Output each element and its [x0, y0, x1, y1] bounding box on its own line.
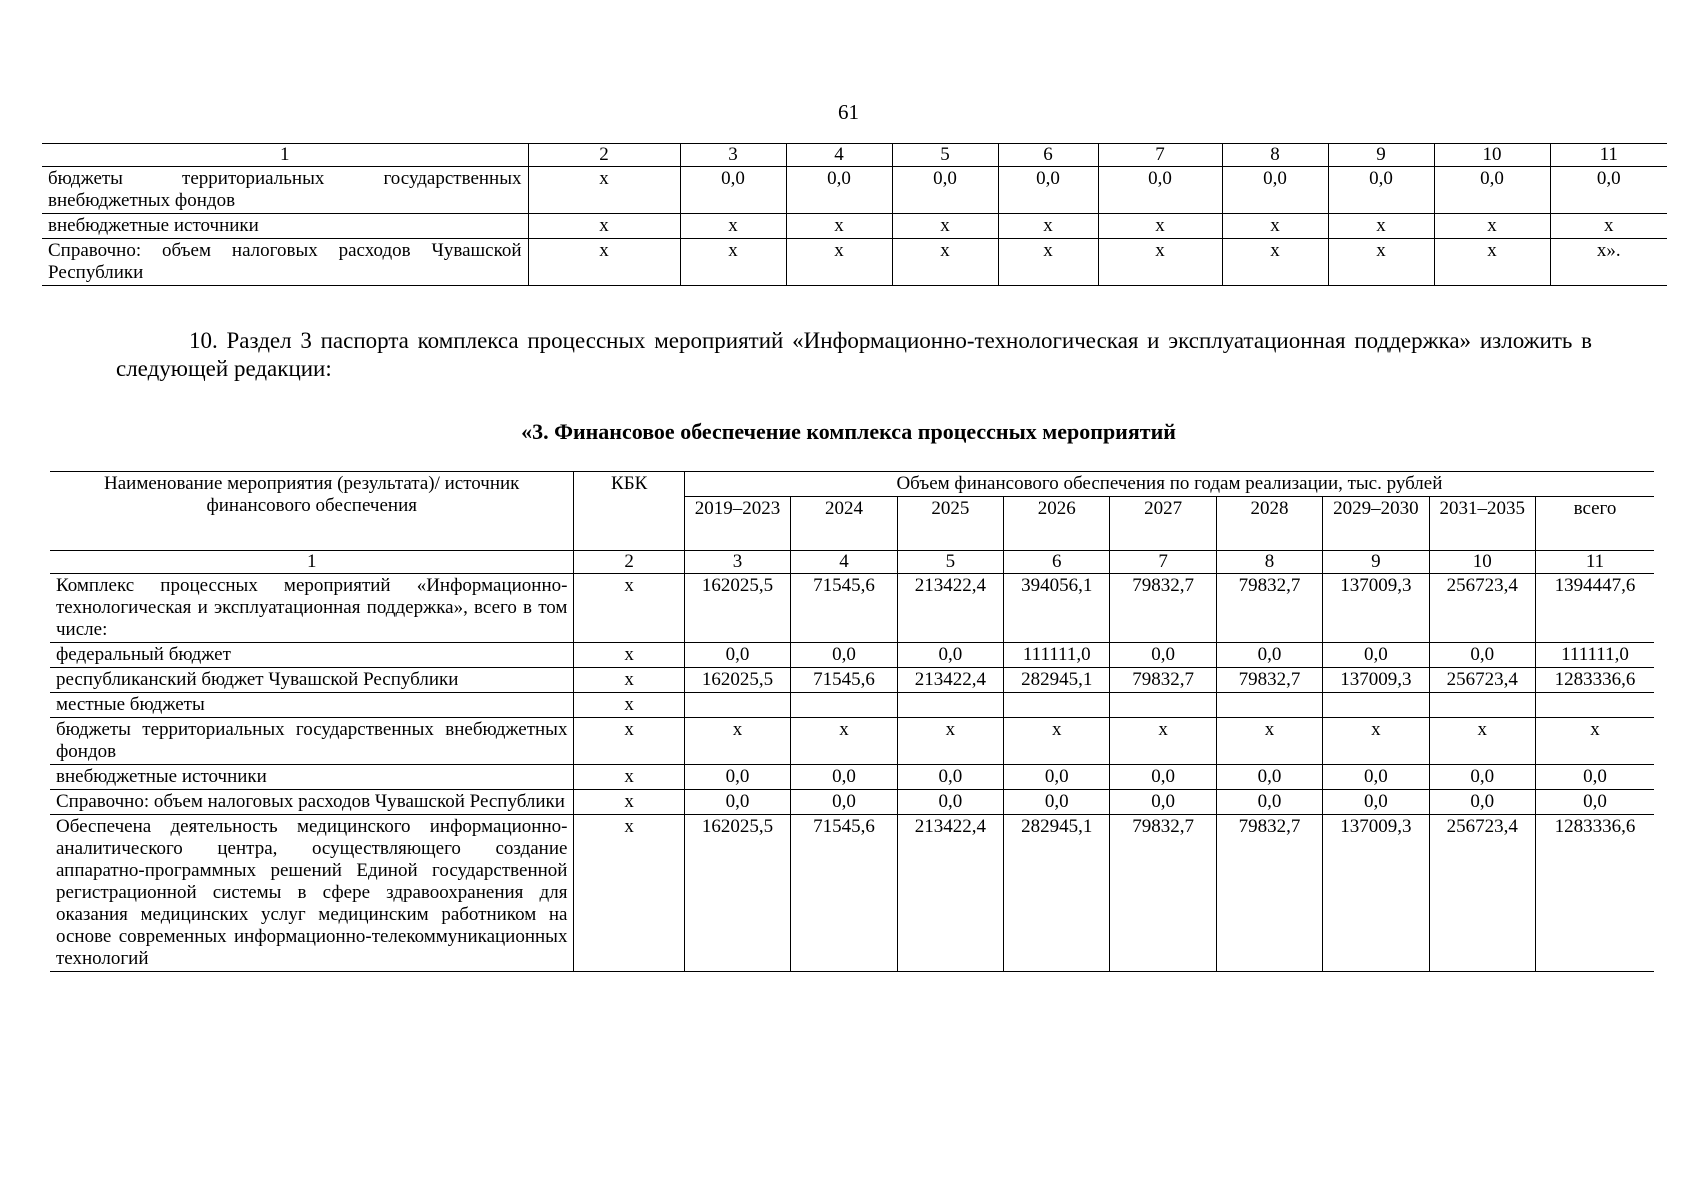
header-name: Наименование мероприятия (результата)/ источник финансового обеспечения [50, 472, 574, 551]
cell: 0,0 [1110, 765, 1216, 790]
continuation-table [42, 143, 1667, 286]
cell: x [786, 214, 892, 239]
cell: 0,0 [1323, 765, 1429, 790]
col-number: 1 [42, 144, 528, 167]
cell: x [998, 214, 1098, 239]
col-number: 8 [1222, 144, 1328, 167]
table-row [42, 214, 1667, 239]
cell: x [528, 214, 680, 239]
row-name: Справочно: объем налоговых расходов Чувашской Республики [50, 790, 574, 815]
cell: 0,0 [1434, 167, 1550, 214]
table-row [50, 693, 1654, 718]
cell: x [892, 239, 998, 286]
cell: 0,0 [680, 167, 786, 214]
page-number: 61 [838, 100, 859, 124]
col-number: 2 [574, 551, 684, 574]
table-row [50, 815, 1654, 972]
cell: 213422,4 [897, 574, 1003, 643]
cell: 0,0 [791, 765, 897, 790]
col-number: 7 [1098, 144, 1222, 167]
cell: 1394447,6 [1535, 574, 1654, 643]
col-number: 2 [528, 144, 680, 167]
cell: x [1535, 718, 1654, 765]
year-header: 2019–2023 [684, 497, 790, 551]
cell: x [680, 239, 786, 286]
cell: x [1222, 239, 1328, 286]
row-name: федеральный бюджет [50, 643, 574, 668]
cell [1429, 693, 1535, 718]
cell: 0,0 [1328, 167, 1434, 214]
cell: 162025,5 [684, 668, 790, 693]
row-name: Комплекс процессных мероприятий «Информационно-технологическая и эксплуатационная поддержка», всего в том числе: [50, 574, 574, 643]
year-header: 2029–2030 [1323, 497, 1429, 551]
row-name: Справочно: объем налоговых расходов Чувашской Республики [42, 239, 528, 286]
table-row [42, 239, 1667, 286]
col-number: 11 [1550, 144, 1667, 167]
cell: x [1323, 718, 1429, 765]
cell: x [1328, 214, 1434, 239]
col-number: 3 [684, 551, 790, 574]
col-number: 1 [50, 551, 574, 574]
cell: 282945,1 [1004, 668, 1110, 693]
header-row [50, 472, 1654, 497]
cell: x [1004, 718, 1110, 765]
col-number: 9 [1328, 144, 1434, 167]
year-header: 2025 [897, 497, 1003, 551]
year-header: 2027 [1110, 497, 1216, 551]
cell [1216, 693, 1322, 718]
cell: 0,0 [1535, 790, 1654, 815]
cell: x [1216, 718, 1322, 765]
cell: 256723,4 [1429, 574, 1535, 643]
cell: 0,0 [1110, 643, 1216, 668]
cell: x [528, 167, 680, 214]
cell [684, 693, 790, 718]
row-name: бюджеты территориальных государственных внебюджетных фондов [42, 167, 528, 214]
column-number-row [50, 551, 1654, 574]
cell: 71545,6 [791, 574, 897, 643]
col-number: 10 [1429, 551, 1535, 574]
year-header: 2024 [791, 497, 897, 551]
year-header: 2026 [1004, 497, 1110, 551]
row-name: внебюджетные источники [50, 765, 574, 790]
cell: 79832,7 [1110, 815, 1216, 972]
cell: 0,0 [897, 790, 1003, 815]
cell: x [574, 815, 684, 972]
cell: 1283336,6 [1535, 668, 1654, 693]
cell: 282945,1 [1004, 815, 1110, 972]
cell: 71545,6 [791, 815, 897, 972]
cell: 0,0 [1216, 643, 1322, 668]
cell [1535, 693, 1654, 718]
financing-table [50, 471, 1654, 972]
col-number: 5 [892, 144, 998, 167]
cell: 256723,4 [1429, 668, 1535, 693]
cell: 0,0 [1004, 790, 1110, 815]
cell: x [786, 239, 892, 286]
cell: x [1222, 214, 1328, 239]
header-volume: Объем финансового обеспечения по годам реализации, тыс. рублей [684, 472, 1654, 497]
cell: 0,0 [1429, 790, 1535, 815]
cell: 0,0 [791, 790, 897, 815]
col-number: 3 [680, 144, 786, 167]
table-row [42, 167, 1667, 214]
cell: 256723,4 [1429, 815, 1535, 972]
cell: 0,0 [1110, 790, 1216, 815]
cell: x [574, 668, 684, 693]
cell: 0,0 [786, 167, 892, 214]
cell: x [574, 718, 684, 765]
table-row [50, 668, 1654, 693]
cell: 79832,7 [1216, 574, 1322, 643]
year-header: 2028 [1216, 497, 1322, 551]
cell: 79832,7 [1216, 815, 1322, 972]
cell: x [1328, 239, 1434, 286]
cell: 79832,7 [1216, 668, 1322, 693]
cell [897, 693, 1003, 718]
table-row [50, 790, 1654, 815]
cell: 111111,0 [1004, 643, 1110, 668]
cell: 0,0 [1004, 765, 1110, 790]
cell: x [897, 718, 1003, 765]
table-row [50, 765, 1654, 790]
col-number: 6 [998, 144, 1098, 167]
cell [1110, 693, 1216, 718]
cell: x [1429, 718, 1535, 765]
column-number-row [42, 144, 1667, 167]
cell [1323, 693, 1429, 718]
cell: 0,0 [1323, 643, 1429, 668]
cell: 394056,1 [1004, 574, 1110, 643]
cell: 0,0 [1098, 167, 1222, 214]
cell: x [1098, 239, 1222, 286]
cell: 0,0 [684, 790, 790, 815]
cell: x [684, 718, 790, 765]
cell: 79832,7 [1110, 574, 1216, 643]
cell: x [528, 239, 680, 286]
cell: 162025,5 [684, 815, 790, 972]
row-name: бюджеты территориальных государственных внебюджетных фондов [50, 718, 574, 765]
cell: 0,0 [1535, 765, 1654, 790]
section-title: «3. Финансовое обеспечение комплекса процессных мероприятий [521, 419, 1176, 444]
col-number: 5 [897, 551, 1003, 574]
cell: 0,0 [998, 167, 1098, 214]
col-number: 4 [786, 144, 892, 167]
cell: x [680, 214, 786, 239]
cell: 0,0 [684, 643, 790, 668]
cell: 213422,4 [897, 668, 1003, 693]
cell: 79832,7 [1110, 668, 1216, 693]
cell: 0,0 [892, 167, 998, 214]
cell: x [1434, 214, 1550, 239]
cell: 0,0 [684, 765, 790, 790]
cell: 0,0 [1429, 765, 1535, 790]
cell: x [998, 239, 1098, 286]
table-row [50, 643, 1654, 668]
col-number: 11 [1535, 551, 1654, 574]
cell: x [574, 765, 684, 790]
cell: x». [1550, 239, 1667, 286]
year-header: 2031–2035 [1429, 497, 1535, 551]
cell: 0,0 [1216, 790, 1322, 815]
cell: x [574, 574, 684, 643]
cell: 0,0 [791, 643, 897, 668]
cell: 0,0 [1429, 643, 1535, 668]
header-kbk: КБК [574, 472, 684, 551]
cell: x [1434, 239, 1550, 286]
cell: x [1550, 214, 1667, 239]
cell: 0,0 [897, 643, 1003, 668]
cell: 137009,3 [1323, 668, 1429, 693]
cell: 162025,5 [684, 574, 790, 643]
cell: x [574, 790, 684, 815]
cell: x [574, 643, 684, 668]
col-number: 10 [1434, 144, 1550, 167]
cell: 213422,4 [897, 815, 1003, 972]
cell: 0,0 [1550, 167, 1667, 214]
cell: x [892, 214, 998, 239]
table-row [50, 718, 1654, 765]
col-number: 7 [1110, 551, 1216, 574]
col-number: 6 [1004, 551, 1110, 574]
row-name: внебюджетные источники [42, 214, 528, 239]
year-header: всего [1535, 497, 1654, 551]
cell: 1283336,6 [1535, 815, 1654, 972]
cell: 0,0 [1323, 790, 1429, 815]
cell: 0,0 [897, 765, 1003, 790]
col-number: 9 [1323, 551, 1429, 574]
cell: 111111,0 [1535, 643, 1654, 668]
cell [1004, 693, 1110, 718]
instruction-paragraph: 10. Раздел 3 паспорта комплекса процессных мероприятий «Информационно-технологическая и эксплуатационная поддержка» изложить в следующей редакции: [116, 328, 1592, 381]
cell: x [574, 693, 684, 718]
cell: 0,0 [1216, 765, 1322, 790]
row-name: республиканский бюджет Чувашской Республики [50, 668, 574, 693]
col-number: 8 [1216, 551, 1322, 574]
cell: 0,0 [1222, 167, 1328, 214]
col-number: 4 [791, 551, 897, 574]
row-name: местные бюджеты [50, 693, 574, 718]
cell: x [791, 718, 897, 765]
cell: 137009,3 [1323, 815, 1429, 972]
cell: x [1098, 214, 1222, 239]
cell: x [1110, 718, 1216, 765]
cell: 137009,3 [1323, 574, 1429, 643]
table-row [50, 574, 1654, 643]
cell: 71545,6 [791, 668, 897, 693]
row-name: Обеспечена деятельность медицинского информационно-аналитического центра, осуществляющего создание аппаратно-программных решений Единой государственной регистрационной системы в сфере здравоохранения для оказания медицинских услуг медицинским работником на основе современных информационно-телекоммуникационных технологий [50, 815, 574, 972]
cell [791, 693, 897, 718]
